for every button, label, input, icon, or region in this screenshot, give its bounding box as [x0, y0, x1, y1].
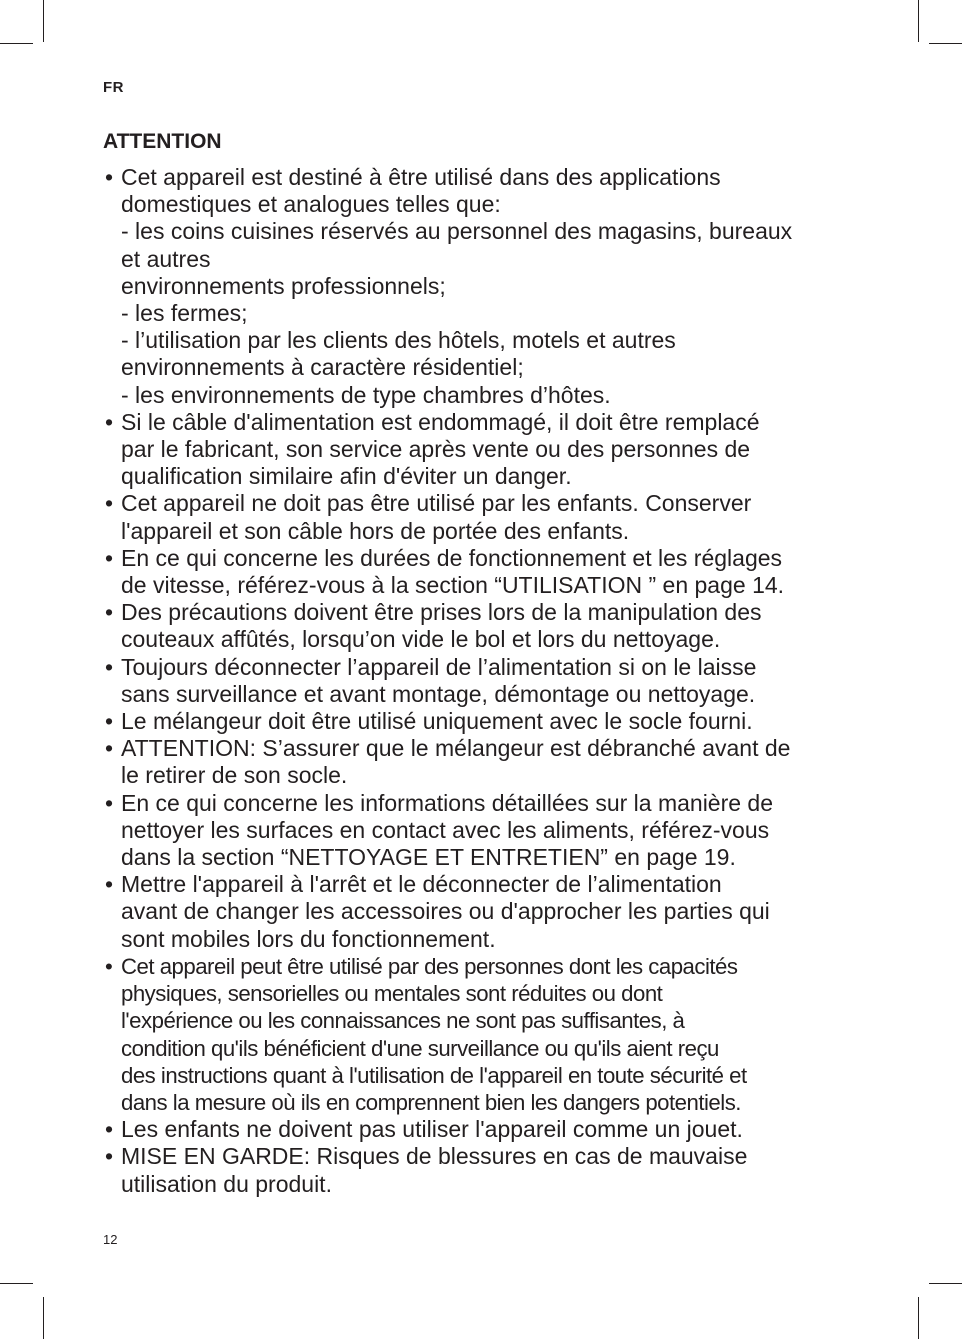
bullet-icon: • [105, 653, 114, 680]
safety-instruction-item [104, 409, 864, 491]
instruction-line: domestiques et analogues telles que: [121, 191, 501, 218]
safety-instruction-item [104, 735, 864, 789]
instruction-line: environnements à caractère résidentiel; [121, 354, 524, 381]
bullet-icon: • [105, 789, 114, 816]
instruction-line: dans la mesure où ils en comprennent bien les dangers potentiels. [121, 1089, 741, 1115]
instruction-line: En ce qui concerne les durées de fonctionnement et les réglages [121, 544, 783, 571]
instruction-line: condition qu'ils bénéficient d'une surveillance ou qu'ils aient reçu [121, 1035, 719, 1061]
instruction-line: Cet appareil ne doit pas être utilisé par les enfants. Conserver [121, 490, 752, 517]
instruction-line: - les fermes; [121, 300, 248, 327]
instruction-line: MISE EN GARDE: Risques de blessures en cas de mauvaise [121, 1143, 748, 1170]
instruction-line: - l’utilisation par les clients des hôtels, motels et autres [121, 327, 676, 354]
instruction-line: Cet appareil peut être utilisé par des personnes dont les capacités [121, 953, 738, 979]
instruction-line: de vitesse, référez-vous à la section “UTILISATION ” en page 14. [121, 572, 785, 599]
safety-instruction-item [104, 599, 864, 653]
instruction-line: sont mobiles lors du fonctionnement. [121, 925, 496, 952]
instruction-line: En ce qui concerne les informations détaillées sur la manière de [121, 789, 774, 816]
safety-instruction-item [104, 708, 864, 735]
instruction-line: avant de changer les accessoires ou d'approcher les parties qui [121, 898, 770, 925]
safety-instruction-item [104, 545, 864, 599]
instruction-line: Le mélangeur doit être utilisé uniquement avec le socle fourni. [121, 708, 753, 735]
instruction-line: - les coins cuisines réservés au personnel des magasins, bureaux [121, 218, 793, 245]
section-heading: ATTENTION [103, 130, 222, 153]
safety-instruction-item [104, 654, 864, 708]
instruction-line: l'expérience ou les connaissances ne sont pas suffisantes, à [121, 1008, 685, 1034]
instruction-line: nettoyer les surfaces en contact avec les aliments, référez-vous [121, 816, 770, 843]
crop-mark-top-left-vertical [43, 0, 44, 42]
crop-mark-top-right-vertical [918, 0, 919, 42]
instruction-line: qualification similaire afin d'éviter un danger. [121, 463, 572, 490]
bullet-icon: • [105, 164, 114, 190]
instruction-line: Si le câble d'alimentation est endommagé, il doit être remplacé [121, 408, 760, 435]
bullet-icon: • [105, 408, 114, 435]
instruction-line: Des précautions doivent être prises lors de la manipulation des [121, 599, 762, 626]
language-tag: FR [103, 79, 124, 96]
crop-mark-bottom-right-horizontal [929, 1283, 962, 1284]
safety-instruction-item [104, 953, 864, 1116]
instruction-line: par le fabricant, son service après vente ou des personnes de [121, 436, 751, 463]
safety-instruction-item [104, 871, 864, 953]
safety-instruction-item [104, 490, 864, 544]
crop-mark-bottom-right-vertical [918, 1297, 919, 1339]
instruction-line: Toujours déconnecter l’appareil de l’alimentation si on le laisse [121, 653, 757, 680]
crop-mark-top-left-horizontal [0, 43, 33, 44]
instruction-line: Cet appareil est destiné à être utilisé dans des applications [121, 164, 721, 190]
instruction-line: Les enfants ne doivent pas utiliser l'appareil comme un jouet. [121, 1116, 743, 1143]
crop-mark-top-right-horizontal [929, 43, 962, 44]
safety-instruction-item [104, 790, 864, 872]
bullet-icon: • [105, 871, 114, 898]
instruction-line: le retirer de son socle. [121, 762, 348, 789]
instruction-line: des instructions quant à l'utilisation de l'appareil en toute sécurité et [121, 1062, 747, 1088]
safety-instruction-item [104, 1116, 864, 1143]
bullet-icon: • [105, 599, 114, 626]
crop-mark-bottom-left-horizontal [0, 1283, 33, 1284]
bullet-icon: • [105, 544, 114, 571]
instruction-line: dans la section “NETTOYAGE ET ENTRETIEN” en page 19. [121, 844, 736, 871]
instruction-line: sans surveillance et avant montage, démontage ou nettoyage. [121, 680, 756, 707]
instruction-line: l'appareil et son câble hors de portée des enfants. [121, 517, 630, 544]
bullet-icon: • [105, 1143, 114, 1170]
instruction-line: ATTENTION: S’assurer que le mélangeur est débranché avant de [121, 735, 791, 762]
safety-instructions-list [104, 164, 864, 1198]
bullet-icon: • [105, 490, 114, 517]
safety-instruction-item [104, 164, 864, 409]
instruction-line: et autres [121, 245, 211, 272]
bullet-icon: • [105, 953, 113, 979]
bullet-icon: • [105, 735, 114, 762]
instruction-line: - les environnements de type chambres d’hôtes. [121, 381, 611, 408]
instruction-line: Mettre l'appareil à l'arrêt et le déconnecter de l’alimentation [121, 871, 722, 898]
instruction-line: physiques, sensorielles ou mentales sont réduites ou dont [121, 981, 663, 1007]
page-number: 12 [103, 1232, 118, 1247]
instruction-line: couteaux affûtés, lorsqu’on vide le bol et lors du nettoyage. [121, 626, 721, 653]
bullet-icon: • [105, 708, 114, 735]
safety-instruction-item [104, 1143, 864, 1197]
crop-mark-bottom-left-vertical [43, 1297, 44, 1339]
instruction-line: environnements professionnels; [121, 272, 446, 299]
instruction-line: utilisation du produit. [121, 1170, 332, 1197]
bullet-icon: • [105, 1116, 114, 1143]
